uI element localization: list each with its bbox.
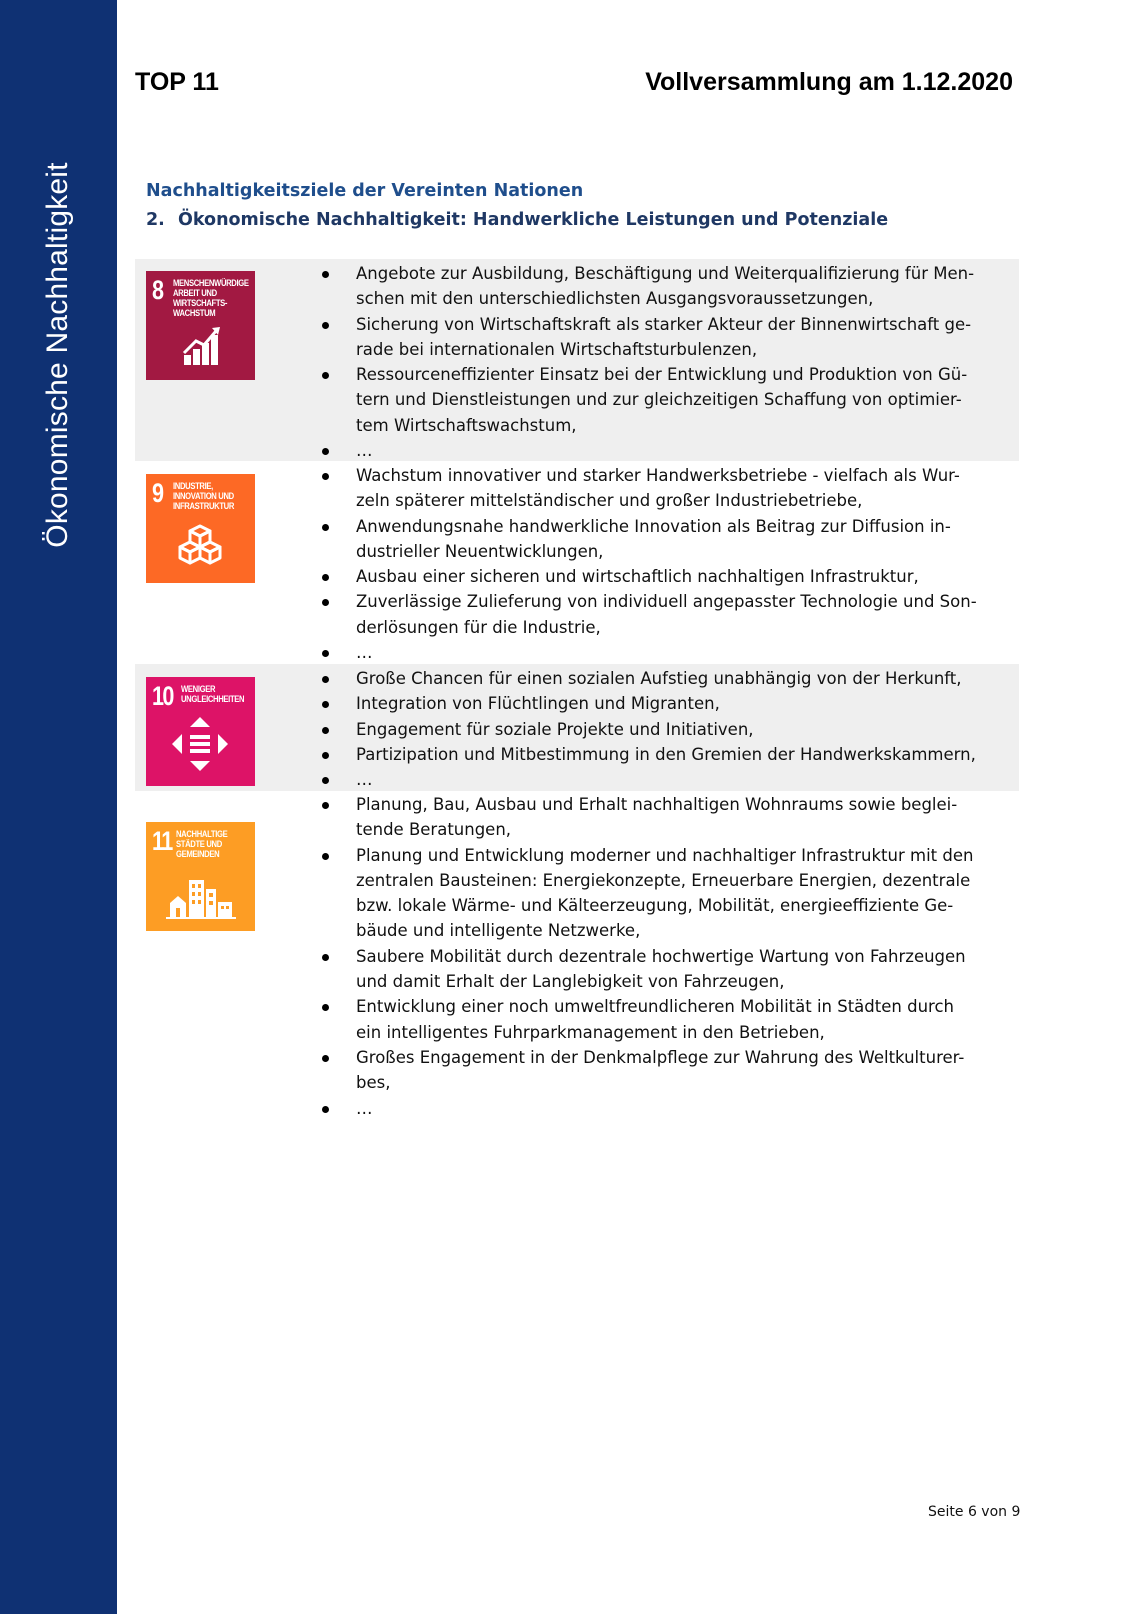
list-item: … — [320, 1096, 1010, 1121]
list-item: … — [320, 767, 1010, 792]
list-item: Große Chancen für einen sozialen Aufstieg unabhängig von der Herkunft, — [320, 666, 1010, 691]
sdg-8-label: MENSCHENWÜRDIGE ARBEIT UND WIRTSCHAFTS- WACHSTUM — [173, 278, 249, 318]
sdg-9-tile — [146, 474, 255, 583]
list-item: Ressourceneffizienter Einsatz bei der Entwicklung und Produktion von Gü- tern und Dienstleistungen und zur gleichzeitigen Schaffung von optimier- tem Wirtschaftswachstum, — [320, 362, 1010, 438]
sidebar — [0, 0, 117, 1614]
sdg-8-tile — [146, 271, 255, 380]
goal-10-bullet-list — [320, 666, 1010, 792]
sdg-11-tile — [146, 822, 255, 931]
section-subtitle — [146, 210, 888, 230]
section-subtitle-text: Ökonomische Nachhaltigkeit: Handwerkliche Leistungen und Potenziale — [178, 210, 889, 230]
sdg-11-label: NACHHALTIGE STÄDTE UND GEMEINDEN — [176, 829, 228, 859]
goal-9-bullet-list — [320, 463, 1010, 665]
sdg-10-tile — [146, 677, 255, 786]
sdg-10-number: 10 — [152, 681, 173, 711]
list-item: Entwicklung einer noch umweltfreundlicheren Mobilität in Städten durch ein intelligentes Fuhrparkmanagement in den Betrieben, — [320, 994, 1010, 1045]
list-item: Angebote zur Ausbildung, Beschäftigung und Weiterqualifizierung für Men- schen mit den unterschiedlichsten Ausgangsvoraussetzungen, — [320, 261, 1010, 312]
list-item: Großes Engagement in der Denkmalpflege zur Wahrung des Weltkulturer- bes, — [320, 1045, 1010, 1096]
list-item: Engagement für soziale Projekte und Initiativen, — [320, 717, 1010, 742]
list-item: Planung und Entwicklung moderner und nachhaltiger Infrastruktur mit den zentralen Bausteinen: Energiekonzepte, Erneuerbare Energien, dezentrale bzw. lokale Wärme- und Kälteerzeugung, Mobilität, energieeffiziente Ge- bäude und intelligente Netzwerke, — [320, 843, 1010, 944]
header-meeting-date: Vollversammlung am 1.12.2020 — [645, 68, 1013, 96]
list-item: Zuverlässige Zulieferung von individuell angepasster Technologie und Son- derlösungen für die Industrie, — [320, 589, 1010, 640]
list-item: Saubere Mobilität durch dezentrale hochwertige Wartung von Fahrzeugen und damit Erhalt der Langlebigkeit von Fahrzeugen, — [320, 944, 1010, 995]
sidebar-title: Ökonomische Nachhaltigkeit — [41, 162, 74, 548]
goal-8-bullet-list — [320, 261, 1010, 463]
list-item: Integration von Flüchtlingen und Migranten, — [320, 691, 1010, 716]
list-item: Sicherung von Wirtschaftskraft als starker Akteur der Binnenwirtschaft ge- rade bei internationalen Wirtschaftsturbulenzen, — [320, 312, 1010, 363]
section-subtitle-number: 2. — [146, 210, 165, 230]
header-top-number: TOP 11 — [135, 68, 219, 96]
sdg-8-number: 8 — [152, 275, 163, 305]
list-item: Partizipation und Mitbestimmung in den Gremien der Handwerkskammern, — [320, 742, 1010, 767]
sdg-9-label: INDUSTRIE, INNOVATION UND INFRASTRUKTUR — [173, 481, 235, 511]
list-item: Wachstum innovativer und starker Handwerksbetriebe - vielfach als Wur- zeln späterer mittelständischer und großer Industriebetriebe, — [320, 463, 1010, 514]
sdg-10-label: WENIGER UNGLEICHHEITEN — [181, 684, 245, 704]
goal-11-bullet-list — [320, 792, 1010, 1121]
list-item: … — [320, 640, 1010, 665]
sdg-9-number: 9 — [152, 478, 163, 508]
sdg-11-number: 11 — [152, 826, 172, 856]
list-item: Anwendungsnahe handwerkliche Innovation als Beitrag zur Diffusion in- dustrieller Neuentwicklungen, — [320, 514, 1010, 565]
list-item: Planung, Bau, Ausbau und Erhalt nachhaltigen Wohnraums sowie beglei- tende Beratungen, — [320, 792, 1010, 843]
list-item: Ausbau einer sicheren und wirtschaftlich nachhaltigen Infrastruktur, — [320, 564, 1010, 589]
list-item: … — [320, 438, 1010, 463]
section-title: Nachhaltigkeitsziele der Vereinten Nationen — [146, 181, 584, 201]
page-number: Seite 6 von 9 — [928, 1504, 1021, 1520]
